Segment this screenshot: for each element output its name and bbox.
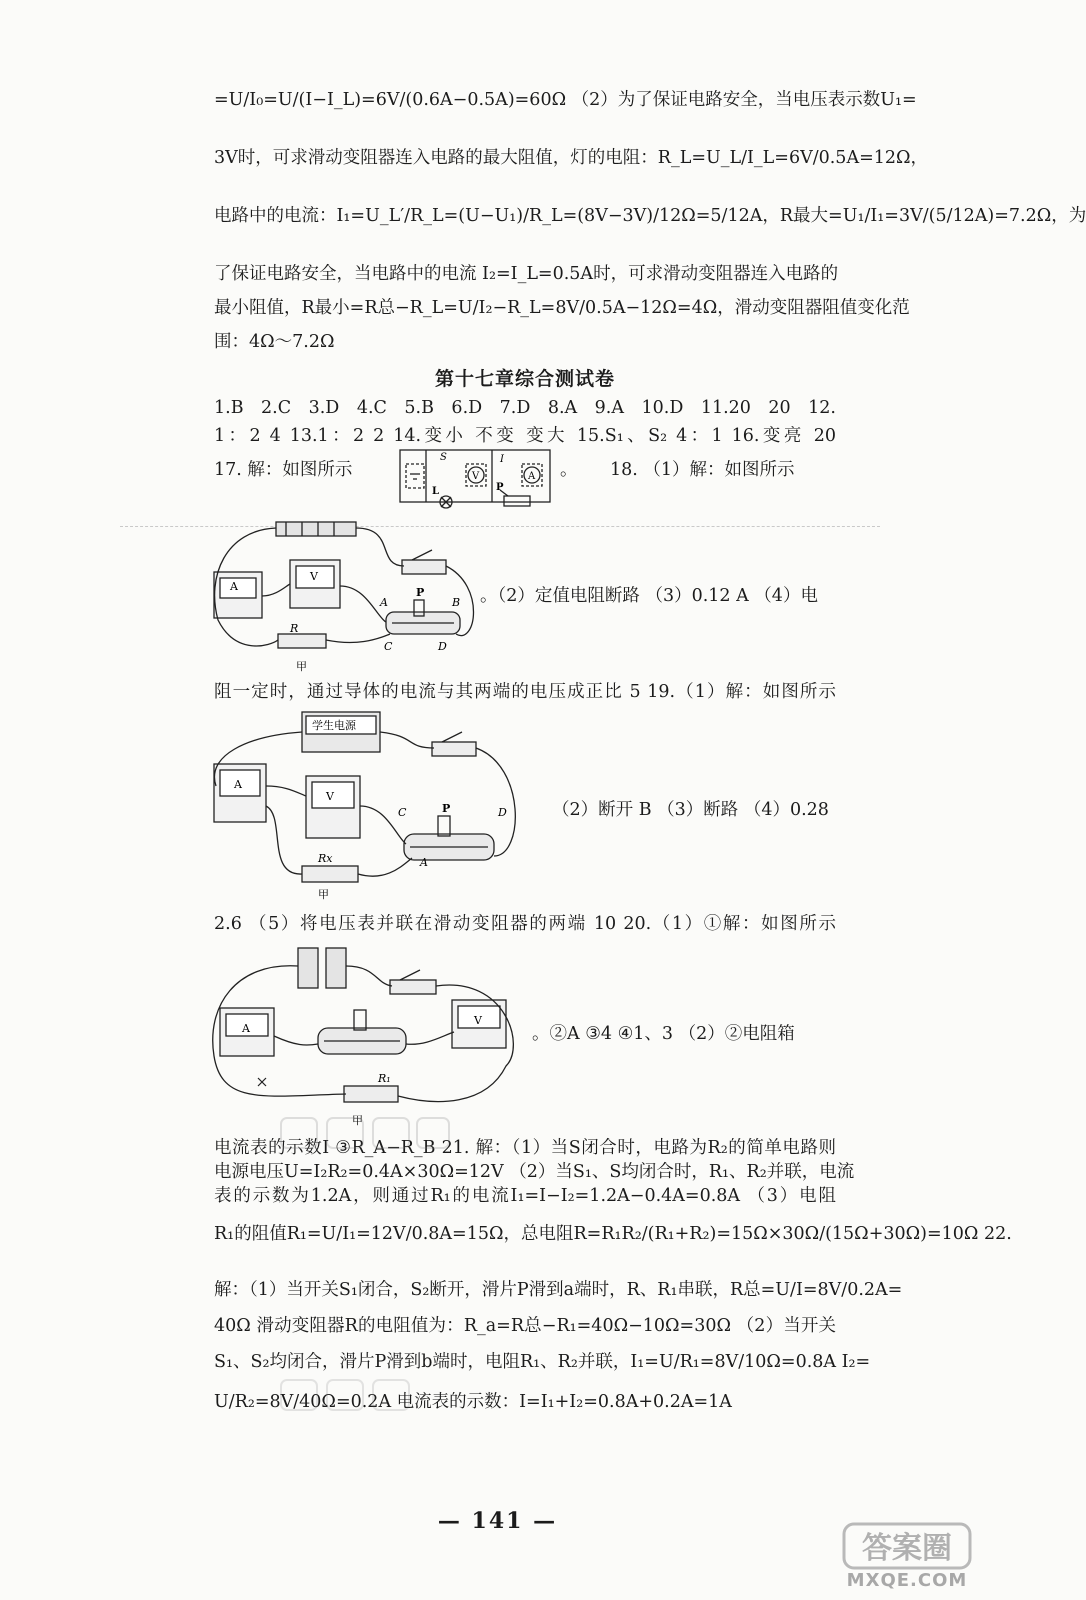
circuit-diagram-19: [206, 706, 536, 902]
figure-caption: 甲: [296, 660, 307, 673]
terminal-d-label: D: [498, 806, 507, 819]
answer-22-line-4: U/R₂=8V/40Ω=0.2A 电流表的示数：I=I₁+I₂=0.8A+0.2A=1A: [214, 1392, 732, 1412]
answer-18-continued: 阻一定时，通过导体的电流与其两端的电压成正比 5 19.（1）解：如图所示: [214, 682, 836, 702]
answer-21-line-2: 电源电压U=I₂R₂=0.4A×30Ω=12V （2）当S₁、S均闭合时，R₁、R₂并联，电流: [214, 1162, 855, 1182]
text-line-2: 3V时，可求滑动变阻器连入电路的最大阻值，灯的电阻：R_L=U_L/I_L=6V/0.5A=12Ω，: [214, 148, 929, 168]
voltmeter-label: V: [474, 1014, 482, 1027]
figure-caption: 甲: [318, 888, 329, 901]
circuit-diagram-17: [396, 446, 556, 510]
answers-line-1: 1.B 2.C 3.D 4.C 5.B 6.D 7.D 8.A 9.A 10.D 11.20 20 12.: [214, 398, 836, 418]
ammeter-label: A: [242, 1022, 250, 1035]
terminal-b-label: B: [452, 596, 461, 609]
circuit-diagram-18: [206, 516, 486, 676]
voltmeter-label: V: [472, 471, 480, 482]
slider-label: P: [442, 802, 451, 815]
terminal-c-label: C: [384, 640, 393, 653]
answer-18-rest: 。（2）定值电阻断路 （3）0.12 A （4）电: [480, 586, 818, 606]
resistor-r1-label: R₁: [378, 1072, 391, 1085]
answer-17-end: 。: [560, 460, 578, 480]
switch-label: S: [440, 452, 447, 463]
answers-line-2: 1：2 4 13.1：2 2 14.变小 不变 变大 15.S₁、S₂ 4：1 16.变亮 20: [214, 426, 836, 446]
figure-caption: 甲: [352, 1114, 363, 1127]
ammeter-label: A: [234, 778, 242, 791]
section-title: 第十七章综合测试卷: [434, 368, 615, 390]
text-line-5: 最小阻值，R最小=R总−R_L=U/I₂−R_L=8V/0.5A−12Ω=4Ω，滑动变阻器阻值变化范: [214, 298, 910, 318]
resistor-rx-label: Rx: [318, 852, 333, 865]
slider-label: P: [416, 586, 425, 599]
answer-22-line-2: 40Ω 滑动变阻器R的电阻值为：R_a=R总−R₁=40Ω−10Ω=30Ω （2）当开关: [214, 1316, 836, 1336]
page-number: — 141 —: [437, 1508, 558, 1534]
text-line-6: 围：4Ω～7.2Ω: [214, 332, 335, 352]
terminal-d-label: D: [438, 640, 447, 653]
answer-20-rest: 。②A ③4 ④1、3 （2）②电阻箱: [532, 1024, 795, 1044]
text-line-1: =U/I₀=U/(I−I_L)=6V/(0.6A−0.5A)=60Ω （2）为了保证电路安全，当电压表示数U₁=: [214, 90, 917, 110]
lamp-label: L: [432, 486, 440, 497]
terminal-c-label: C: [398, 806, 407, 819]
circuit-diagram-20: [206, 936, 526, 1132]
ammeter-label: A: [230, 580, 238, 593]
logo-site-text: MXQE.COM: [846, 1570, 968, 1591]
resistor-label: R: [290, 622, 299, 635]
answer-19-continued: 2.6 （5）将电压表并联在滑动变阻器的两端 10 20.（1）①解：如图所示: [214, 914, 836, 934]
watermark-stamp-lower: [275, 1372, 455, 1418]
terminal-a-label: A: [380, 596, 388, 609]
slider-label: P: [496, 482, 504, 493]
answer-18-label: 18. （1）解：如图所示: [610, 460, 795, 480]
ammeter-label: A: [528, 471, 536, 482]
logo-text: 答案圈: [862, 1531, 952, 1566]
answer-19-rest: （2）断开 B （3）断路 （4）0.28: [552, 800, 829, 820]
current-label: I: [500, 454, 504, 465]
text-line-4: 了保证电路安全，当电路中的电流 I₂=I_L=0.5A时，可求滑动变阻器连入电路的: [214, 264, 839, 284]
answer-22-line-3: S₁、S₂均闭合，滑片P滑到b端时，电阻R₁、R₂并联，I₁=U/R₁=8V/10Ω=0.8A I₂=: [214, 1352, 871, 1372]
terminal-a-label: A: [420, 856, 428, 869]
watermark-stamp: [275, 1110, 455, 1156]
answer-22-line-1: 解：（1）当开关S₁闭合，S₂断开，滑片P滑到a端时，R、R₁串联，R总=U/I=8V/0.2A=: [214, 1280, 903, 1300]
voltmeter-label: V: [326, 790, 334, 803]
answer-21-line-3: 表的示数为1.2A，则通过R₁的电流I₁=I−I₂=1.2A−0.4A=0.8A （3）电阻: [214, 1186, 836, 1206]
text-line-3: 电路中的电流：I₁=U_L′/R_L=(U−U₁)/R_L=(8V−3V)/12Ω=5/12A，R最大=U₁/I₁=3V/(5/12A)=7.2Ω，为: [214, 206, 1086, 226]
answer-17-label: 17. 解：如图所示: [214, 460, 353, 480]
answer-21-line-4: R₁的阻值R₁=U/I₁=12V/0.8A=15Ω，总电阻R=R₁R₂/(R₁+R₂)=15Ω×30Ω/(15Ω+30Ω)=10Ω 22.: [214, 1224, 1012, 1244]
voltmeter-label: V: [310, 570, 318, 583]
answer-21-line-1: 电流表的示数I ③R_A−R_B 21. 解：（1）当S闭合时，电路为R₂的简单电路则: [214, 1138, 836, 1158]
power-supply-label: 学生电源: [312, 719, 356, 732]
